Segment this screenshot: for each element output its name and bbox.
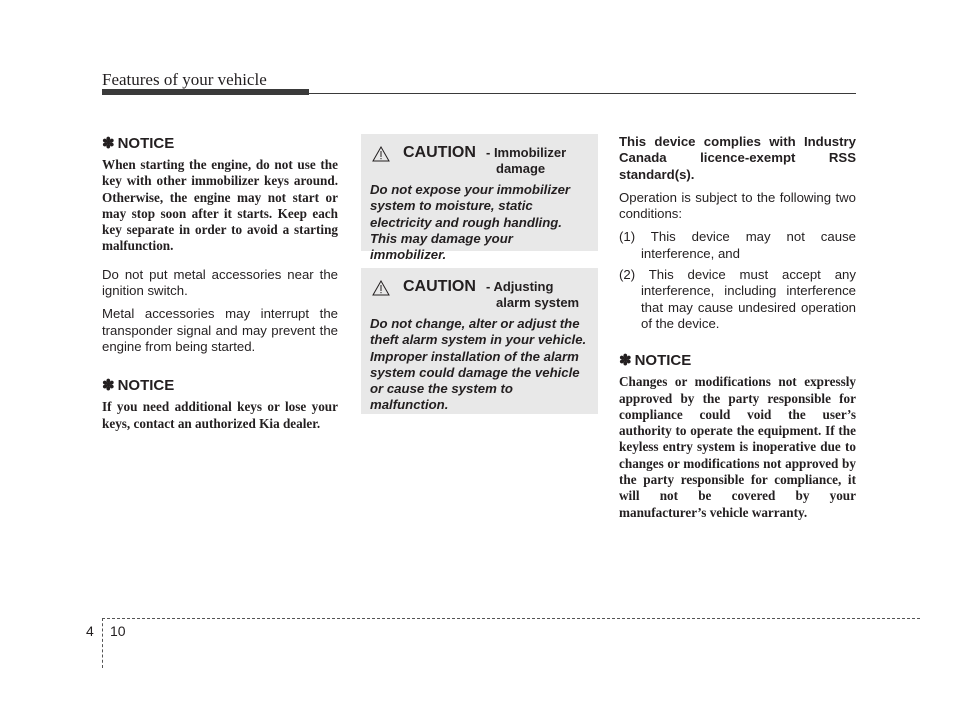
page-header-title: Features of your vehicle <box>102 70 267 89</box>
paragraph: Do not put metal accessories near the ignition switch. <box>102 266 338 299</box>
chapter-number: 4 <box>86 623 94 639</box>
notice-heading <box>619 351 856 369</box>
caution-header <box>370 278 590 316</box>
notice-heading-label: NOTICE <box>117 135 175 152</box>
caution-header <box>370 144 590 182</box>
warning-triangle-icon <box>372 146 390 162</box>
caution-box-immobilizer <box>361 134 598 263</box>
caution-subtitle: - Adjusting alarm system <box>486 279 580 310</box>
notice-cross-icon: ✽ <box>102 377 115 395</box>
notice-cross-icon: ✽ <box>619 352 632 370</box>
caution-subtitle: - Immobilizer damage <box>486 145 567 176</box>
notice-text: When starting the engine, do not use the key with other immobilizer keys around. Otherwise, the engine may not start or may stop soon after it starts. Keep each key separate in order to avoid a starting malfunction. <box>102 157 338 254</box>
column-right <box>619 134 856 533</box>
notice-heading-label: NOTICE <box>117 377 175 395</box>
page-number: 10 <box>110 623 126 639</box>
caution-label: CAUTION <box>403 278 476 295</box>
footer-rule <box>102 618 920 619</box>
list-item: (2) This device must accept any interference, including interference that may cause undesired operation of the device. <box>619 267 856 331</box>
header-rule <box>309 93 856 94</box>
paragraph: Operation is subject to the following two conditions: <box>619 189 856 222</box>
notice-text: If you need additional keys or lose your keys, contact an authorized Kia dealer. <box>102 399 338 431</box>
notice-heading <box>102 376 338 394</box>
notice-heading <box>102 134 338 152</box>
notice-heading-label: NOTICE <box>634 352 692 370</box>
footer-divider <box>102 618 103 668</box>
caution-label: CAUTION <box>403 144 476 161</box>
caution-text: Do not expose your immobilizer system to moisture, static electricity and rough handling. This may damage your immobilizer. <box>370 182 571 263</box>
notice-cross-icon: ✽ <box>102 135 115 152</box>
list-item: (1) This device may not cause interference, and <box>619 229 856 261</box>
notice-text: Changes or modifications not expressly approved by the party responsible for compliance could void the user’s authority to operate the equipment. If the keyless entry system is inoperative due to changes or modifications not approved by the party responsible for compliance, it will not be covered by your manufacturer’s vehicle warranty. <box>619 374 856 520</box>
column-left <box>102 134 338 444</box>
compliance-statement: This device complies with Industry Canada licence-exempt RSS standard(s). <box>619 134 856 182</box>
warning-triangle-icon <box>372 280 390 296</box>
paragraph: Metal accessories may interrupt the transponder signal and may prevent the engine from being started. <box>102 306 338 354</box>
header-bar <box>102 89 309 95</box>
caution-box-alarm <box>361 268 598 414</box>
caution-text: Do not change, alter or adjust the theft alarm system in your vehicle. Improper installation of the alarm system could damage the vehicle or cause the system to malfunction. <box>370 316 587 413</box>
